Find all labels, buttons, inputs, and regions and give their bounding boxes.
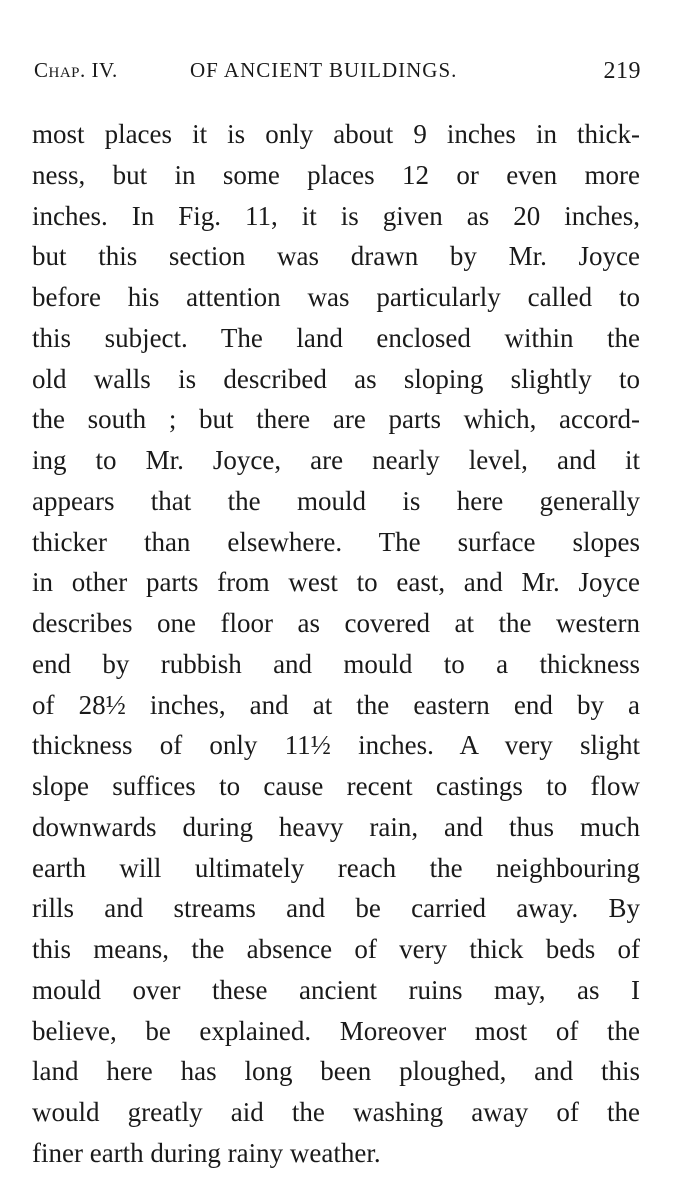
text-line: before his attention was particularly called to <box>32 282 640 312</box>
text-line: in other parts from west to east, and Mr. Joyce <box>32 567 640 598</box>
text-line: slope suffices to cause recent castings to flow <box>32 771 640 801</box>
text-line: land here has long been ploughed, and this <box>32 1056 640 1087</box>
text-line: earth will ultimately reach the neighbouring <box>32 852 640 883</box>
text-line: rills and streams and be carried away. By <box>32 893 640 924</box>
text-line: thicker than elsewhere. The surface slopes <box>32 526 640 557</box>
text-line: the south ; but there are parts which, accord- <box>32 404 640 435</box>
text-line: this means, the absence of very thick beds of <box>32 934 640 964</box>
chapter-title: OF ANCIENT BUILDINGS. <box>190 58 458 82</box>
text-line: old walls is described as sloping slightly to <box>32 363 640 394</box>
text-line: appears that the mould is here generally <box>32 485 640 516</box>
text-line: this subject. The land enclosed within the <box>32 322 640 353</box>
text-line: thickness of only 11½ inches. A very slight <box>32 730 640 761</box>
text-line: ing to Mr. Joyce, are nearly level, and it <box>32 445 640 475</box>
text-line: mould over these ancient ruins may, as I <box>32 974 640 1005</box>
text-line: describes one floor as covered at the western <box>32 608 640 638</box>
running-head <box>34 58 641 88</box>
page-number: 219 <box>603 58 641 84</box>
text-line: finer earth during rainy weather. <box>32 1137 381 1168</box>
text-line: of 28½ inches, and at the eastern end by a <box>32 689 640 720</box>
text-line: end by rubbish and mould to a thickness <box>32 648 640 679</box>
chapter-label: Chap. IV. <box>34 58 118 82</box>
text-line: downwards during heavy rain, and thus much <box>32 811 640 842</box>
text-line: most places it is only about 9 inches in thick- <box>32 119 640 149</box>
body-text <box>32 114 640 1174</box>
text-line: would greatly aid the washing away of the <box>32 1097 640 1127</box>
text-line: but this section was drawn by Mr. Joyce <box>32 241 640 272</box>
text-line: inches. In Fig. 11, it is given as 20 inches, <box>32 200 640 231</box>
text-line: ness, but in some places 12 or even more <box>32 159 640 190</box>
text-line: believe, be explained. Moreover most of the <box>32 1015 640 1046</box>
